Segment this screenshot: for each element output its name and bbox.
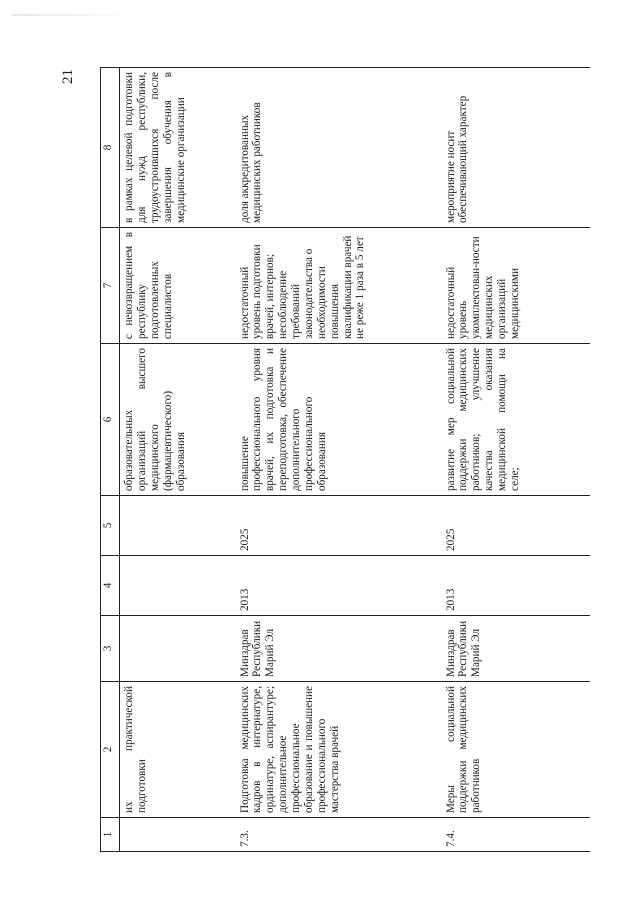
header-cell: 1	[101, 818, 120, 852]
end-year: 2025	[442, 496, 590, 556]
row-number: 7.3.	[236, 818, 442, 852]
end-year	[120, 496, 236, 556]
start-year: 2013	[442, 556, 590, 616]
header-cell: 6	[101, 344, 120, 496]
table-header-row	[101, 68, 120, 852]
measure-name: Подготовка медицинских кадров в интернатуре, ординатуре, аспирантуре; дополнительное профессиональное образование и повышение профессионального мастерства врачей	[236, 682, 442, 818]
executor: Минздрав Республики Марий Эл	[442, 616, 590, 682]
program-measures-table	[100, 67, 590, 852]
measure-content: развитие мер социальной поддержки медицинских работников; улучшение качества оказания медицинской помощи на селе;	[442, 344, 590, 496]
page-number: 21	[60, 69, 76, 84]
measure-content: повышение профессионального уровня врачей, их подготовка и переподготовка, обеспечение дополнительного профессионального образования	[236, 344, 442, 496]
indicator-link: мероприятие носит обеспечивающий характер	[442, 68, 590, 228]
row-number	[120, 818, 236, 852]
start-year	[120, 556, 236, 616]
start-year: 2013	[236, 556, 442, 616]
measure-content: образовательных организаций высшего медицинского (фармацевтического) образования	[120, 344, 236, 496]
header-cell: 3	[101, 616, 120, 682]
header-cell: 2	[101, 682, 120, 818]
measure-name: Меры социальной поддержки медицинских работников	[442, 682, 590, 818]
non-implementation-consequence: недостаточный уровень укомплектован-ности медицинских организаций медицинскими	[442, 228, 590, 344]
executor: Минздрав Республики Марий Эл	[236, 616, 442, 682]
header-cell: 5	[101, 496, 120, 556]
executor	[120, 616, 236, 682]
end-year: 2025	[236, 496, 442, 556]
table-row	[120, 68, 236, 852]
header-cell: 7	[101, 228, 120, 344]
indicator-link: доля аккредитованных медицинских работников	[236, 68, 442, 228]
table-row	[442, 68, 590, 852]
non-implementation-consequence: недостаточный уровень подготовки врачей, интернов; несоблюдение требований законодательства о необходимости повышения квалификации врачей не реже 1 раза в 5 лет	[236, 228, 442, 344]
table-row	[236, 68, 442, 852]
indicator-link: в рамках целевой подготовки для нужд республики, трудоустроившихся после завершения обучения в медицинские организации	[120, 68, 236, 228]
scan-edge-artifact	[12, 14, 132, 16]
header-cell: 4	[101, 556, 120, 616]
non-implementation-consequence: с невозвращением в республику подготовленных специалистов	[120, 228, 236, 344]
header-cell: 8	[101, 68, 120, 228]
rotated-table-frame	[100, 68, 592, 852]
measure-name: их практической подготовки	[120, 682, 236, 818]
row-number: 7.4.	[442, 818, 590, 852]
